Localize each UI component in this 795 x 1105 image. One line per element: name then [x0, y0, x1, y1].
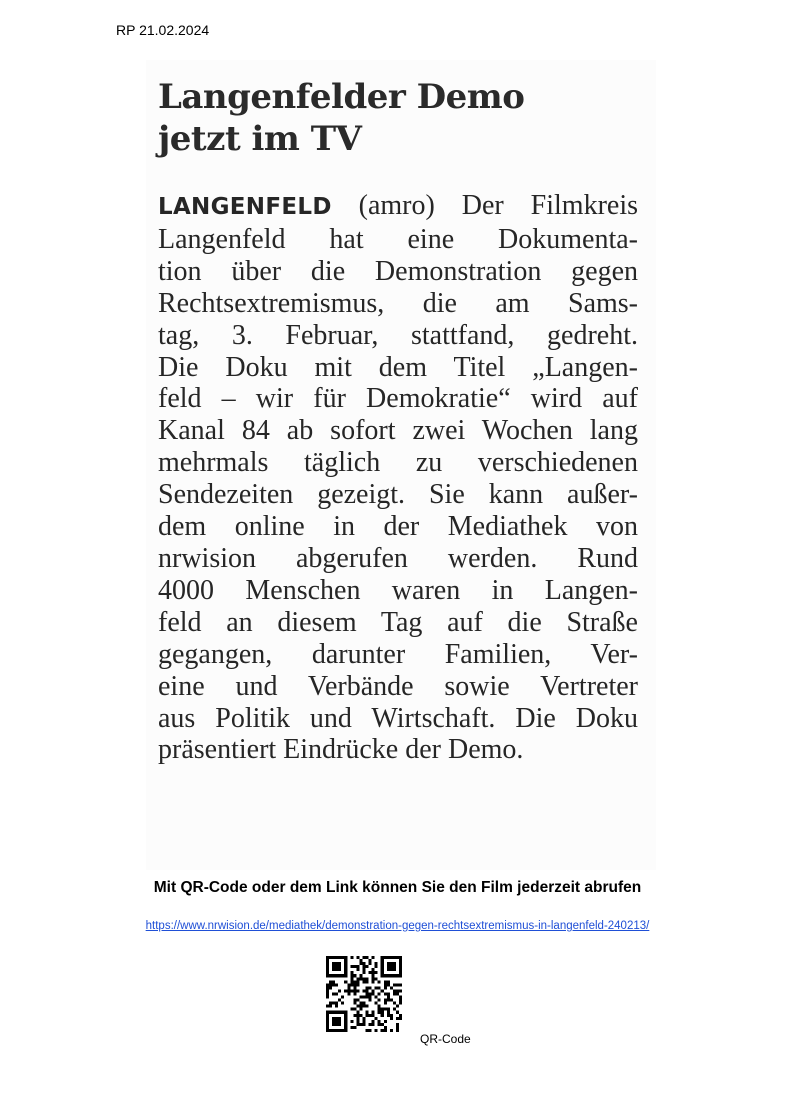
body-line: mehrmals täglich zu verschiedenen — [158, 447, 638, 479]
film-link[interactable]: https://www.nrwision.de/mediathek/demonstration-gegen-rechtsextremismus-in-langenfeld-240213/ — [145, 920, 650, 932]
body-line — [158, 190, 638, 224]
source-date-line: RP 21.02.2024 — [116, 22, 210, 38]
headline-line: jetzt im TV — [158, 119, 362, 159]
body-line: tion über die Demonstration gegen — [158, 255, 638, 287]
qr-code-icon[interactable] — [326, 956, 402, 1032]
body-line: feld an diesem Tag auf die Straße — [158, 606, 638, 638]
article-body — [158, 190, 638, 766]
body-line: nrwision abgerufen werden. Rund — [158, 542, 638, 574]
body-line: feld – wir für Demokratie“ wird auf — [158, 383, 638, 415]
body-line: eine und Verbände sowie Vertreter — [158, 670, 638, 702]
body-line: 4000 Menschen waren in Langen- — [158, 574, 638, 606]
qr-code-label: QR-Code — [420, 1032, 471, 1046]
body-line: Sendezeiten gezeigt. Sie kann außer- — [158, 479, 638, 511]
body-line: aus Politik und Wirtschaft. Die Doku — [158, 702, 638, 734]
qr-caption: Mit QR-Code oder dem Link können Sie den Film jederzeit abrufen — [153, 879, 642, 896]
article-dateline: LANGENFELD — [158, 194, 332, 220]
body-line: präsentiert Eindrücke der Demo. — [158, 734, 524, 766]
body-line: tag, 3. Februar, stattfand, gedreht. — [158, 319, 638, 351]
body-line: Kanal 84 ab sofort zwei Wochen lang — [158, 415, 638, 447]
headline-line: Langenfelder Demo — [158, 77, 525, 117]
body-line: dem online in der Mediathek von — [158, 511, 638, 543]
body-line: Langenfeld hat eine Dokumenta- — [158, 223, 638, 255]
body-line: gegangen, darunter Familien, Ver- — [158, 638, 638, 670]
body-line: Die Doku mit dem Titel „Langen- — [158, 351, 638, 383]
body-line: Rechtsextremismus, die am Sams- — [158, 287, 638, 319]
article-headline — [158, 76, 524, 160]
body-line-text: (amro) Der Filmkreis — [331, 190, 638, 221]
